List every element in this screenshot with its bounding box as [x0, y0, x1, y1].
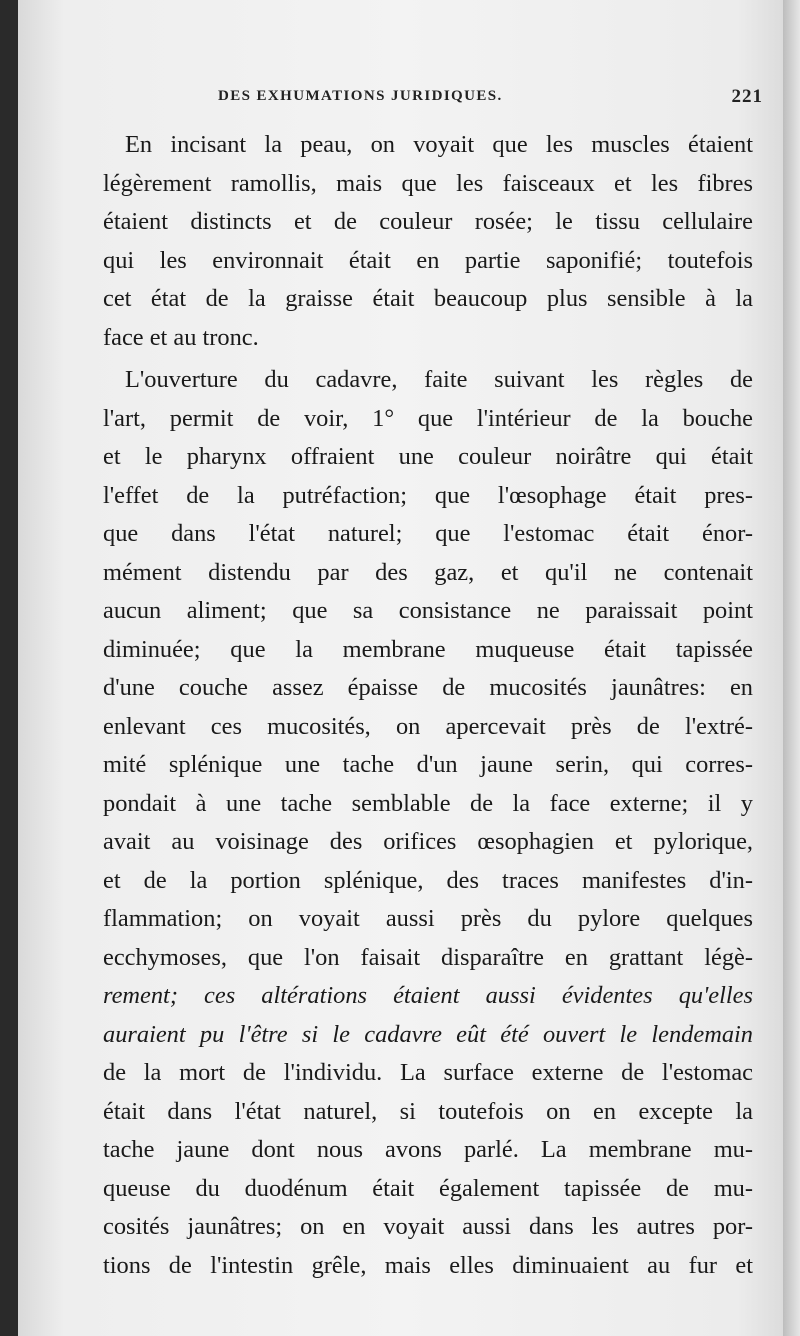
text-line: aucun aliment; que sa consistance ne paraissait point	[103, 597, 753, 624]
text-line: et de la portion splénique, des traces manifestes d'in-	[103, 866, 753, 894]
text-line: était dans l'état naturel, si toutefois on en excepte la	[103, 1097, 753, 1125]
text-line: auraient pu l'être si le cadavre eût été ouvert le lendemain	[103, 1020, 753, 1048]
text-line: flammation; on voyait aussi près du pylore quelques	[103, 905, 753, 932]
text-line: qui les environnait était en partie saponifié; toutefois	[103, 246, 753, 274]
text-line: mément distendu par des gaz, et qu'il ne contenait	[103, 558, 753, 586]
text-line: rement; ces altérations étaient aussi évidentes qu'elles	[103, 982, 753, 1009]
text-line: légèrement ramollis, mais que les faisceaux et les fibres	[103, 169, 753, 197]
text-line: En incisant la peau, on voyait que les muscles étaient	[125, 131, 753, 158]
text-line: pondait à une tache semblable de la face externe; il y	[103, 789, 753, 817]
text-line: de la mort de l'individu. La surface externe de l'estomac	[103, 1059, 753, 1086]
text-line: enlevant ces mucosités, on apercevait près de l'extré-	[103, 712, 753, 740]
text-line: tache jaune dont nous avons parlé. La membrane mu-	[103, 1136, 753, 1163]
page-header	[218, 88, 763, 112]
text-line: l'effet de la putréfaction; que l'œsophage était pres-	[103, 481, 753, 509]
text-line: face et au tronc.	[103, 323, 259, 351]
text-line: ecchymoses, que l'on faisait disparaître en grattant légè-	[103, 943, 753, 971]
text-line: l'art, permit de voir, 1° que l'intérieur de la bouche	[103, 404, 753, 432]
paragraph-2	[103, 361, 753, 1285]
text-line: que dans l'état naturel; que l'estomac était énor-	[103, 520, 753, 547]
text-line: cosités jaunâtres; on en voyait aussi dans les autres por-	[103, 1213, 753, 1240]
text-line: étaient distincts et de couleur rosée; le tissu cellulaire	[103, 208, 753, 235]
text-line: diminuée; que la membrane muqueuse était tapissée	[103, 635, 753, 663]
text-line: et le pharynx offraient une couleur noirâtre qui était	[103, 443, 753, 470]
text-line: L'ouverture du cadavre, faite suivant les règles de	[125, 366, 753, 393]
running-head: DES EXHUMATIONS JURIDIQUES.	[218, 88, 503, 104]
text-line: mité splénique une tache d'un jaune serin, qui corres-	[103, 751, 753, 778]
text-line: tions de l'intestin grêle, mais elles diminuaient au fur et	[103, 1251, 753, 1279]
paragraph-1	[103, 126, 753, 357]
book-page	[18, 0, 783, 1336]
text-line: avait au voisinage des orifices œsophagien et pylorique,	[103, 828, 753, 855]
text-line: queuse du duodénum était également tapissée de mu-	[103, 1174, 753, 1202]
body-text	[103, 126, 753, 1285]
page-edge	[783, 0, 800, 1336]
text-line: cet état de la graisse était beaucoup plus sensible à la	[103, 285, 753, 312]
text-line: d'une couche assez épaisse de mucosités jaunâtres: en	[103, 674, 753, 701]
page-number: 221	[731, 86, 763, 107]
